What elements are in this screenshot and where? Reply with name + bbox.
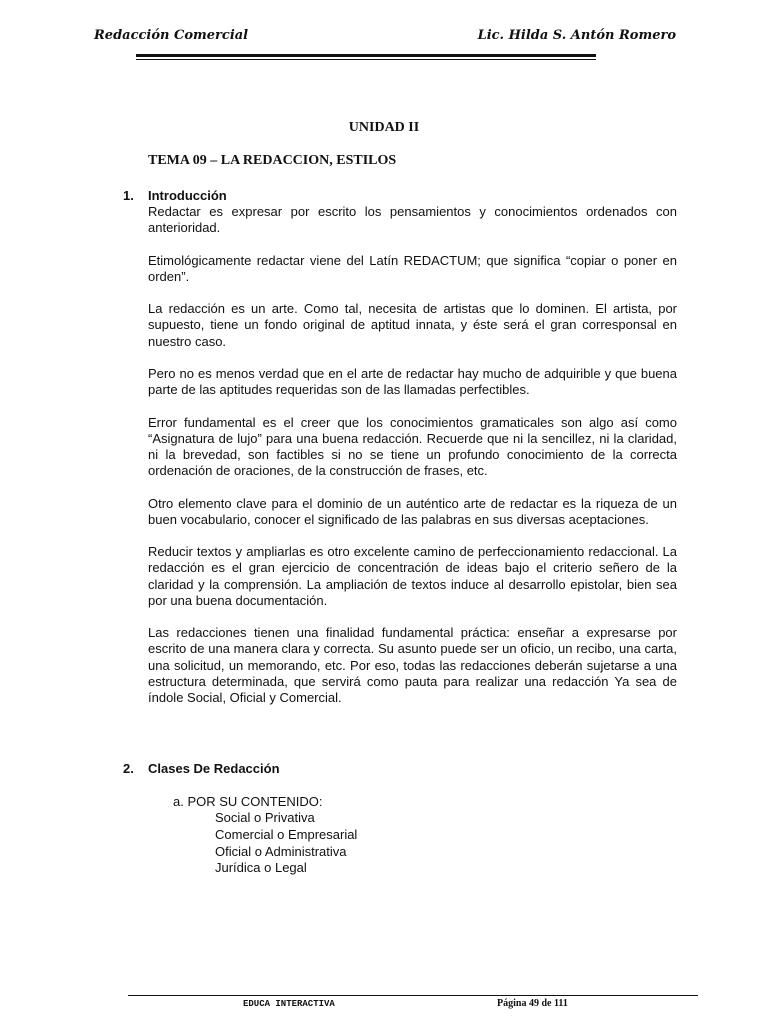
paragraph-4: Pero no es menos verdad que en el arte de redactar hay mucho de adquirible y que buena parte de las aptitudes requeridas son de las llamadas perfectibles. [148,365,677,398]
header-rule-thin [136,59,596,60]
section-1-body [148,204,677,722]
paragraph-2: Etimológicamente redactar viene del Latín REDACTUM; que significa “copiar o poner en orden”. [148,252,677,284]
header-rule-thick [136,54,596,57]
topic-title: TEMA 09 – LA REDACCION, ESTILOS [148,153,397,168]
section-1-title: Introducción [148,188,227,203]
paragraph-8: Las redacciones tienen una finalidad fundamental práctica: enseñar a expresarse por escrito de una manera clara y correcta. Su asunto puede ser un oficio, un recibo, una carta, una solicitud, un memorando, etc. Por eso, todas las redacciones deberán sujetarse a una estructura determinada, que servirá como pauta para realizar una redacción Ya sea de índole Social, Oficial y Comercial. [148,625,677,705]
section-2-number: 2. [123,761,134,776]
paragraph-3: La redacción es un arte. Como tal, necesita de artistas que lo dominen. El artista, por supuesto, tiene un fondo original de aptitud innata, y éste será el gran corresponsal en nuestro caso. [148,301,677,349]
section-1-number: 1. [123,188,134,203]
paragraph-1: Redactar es expresar por escrito los pensamientos y conocimientos ordenados con anterioridad. [148,204,677,236]
page-number: Página 49 de 111 [497,998,568,1009]
footer-rule [128,995,698,996]
paragraph-5: Error fundamental es el creer que los conocimientos gramaticales son algo así como “Asignatura de lujo” para una buena redacción. Recuerde que ni la sencillez, ni la claridad, ni la brevedad, son factibles si no se tiene un profundo conocimiento de la correcta ordenación de oraciones, de la construcción de frases, etc. [148,414,677,479]
header-author: Lic. Hilda S. Antón Romero [477,28,676,43]
header-course-title: Redacción Comercial [94,28,249,43]
footer-publisher: EDUCA INTERACTIVA [243,999,335,1009]
unit-title: UNIDAD II [348,120,420,135]
list-item: Jurídica o Legal [215,860,307,876]
section-2-title: Clases De Redacción [148,761,280,776]
list-item: Comercial o Empresarial [215,826,358,842]
subsection-list [215,810,357,877]
list-item: Social o Privativa [215,810,315,825]
paragraph-7: Reducir textos y ampliarlas es otro excelente camino de perfeccionamiento redaccional. La redacción es el gran ejercicio de concentración de ideas bajo el criterio señero de la claridad y la comprensión. La ampliación de textos induce al desarrollo epistolar, bien sea por una buena documentación. [148,544,677,608]
paragraph-6: Otro elemento clave para el dominio de un auténtico arte de redactar es la riqueza de un buen vocabulario, conocer el significado de las palabras en sus diversas aceptaciones. [148,495,677,527]
list-item: Oficial o Administrativa [215,843,347,859]
subsection-label: a. POR SU CONTENIDO: [173,794,323,809]
